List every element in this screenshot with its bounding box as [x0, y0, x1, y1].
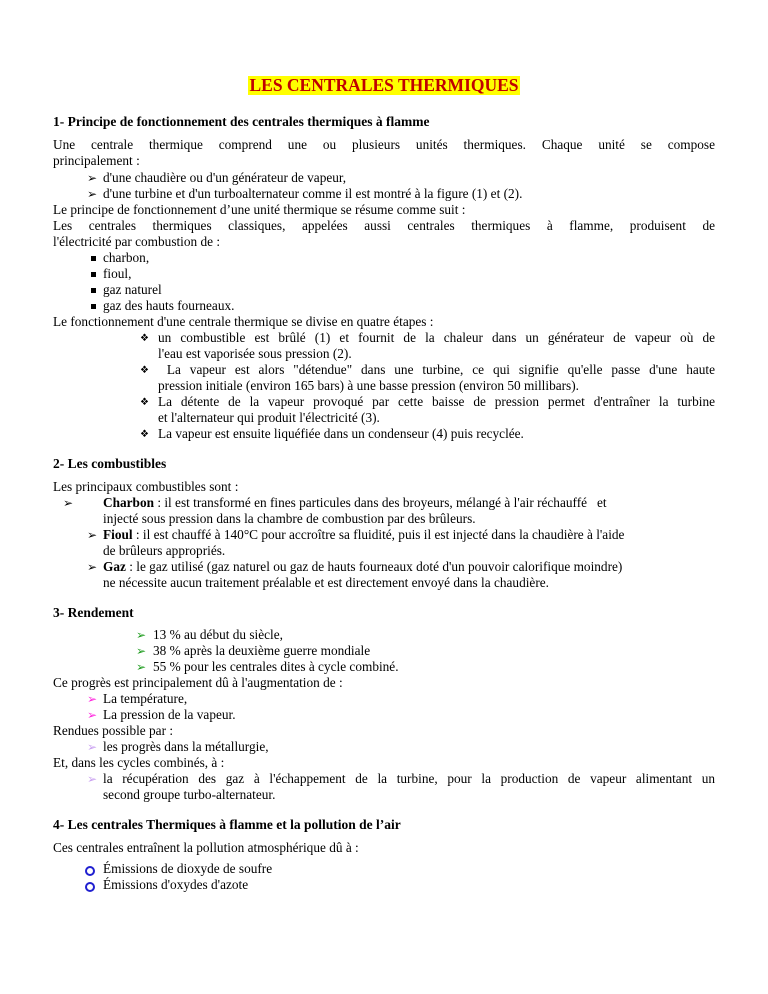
- arrow-bullet-icon: ➢: [87, 528, 98, 542]
- fuel-detail-line2: de brûleurs appropriés.: [103, 543, 226, 558]
- magenta-arrow-bullet-icon: ➢: [87, 708, 98, 722]
- progress-item: La pression de la vapeur.: [103, 707, 236, 722]
- fuel-detail-line1: [103, 495, 607, 512]
- combined-line1: la récupération des gaz à l'échappement de la turbine, pour la production de vapeur alimentant un: [103, 771, 715, 786]
- section1-classic-line2: l'électricité par combustion de :: [53, 234, 221, 249]
- component-item: d'une turbine et d'un turboalternateur comme il est montré à la figure (1) et (2).: [103, 186, 523, 201]
- step-line1: un combustible est brûlé (1) et fournit de la chaleur dans un générateur de vapeur où de: [158, 330, 715, 345]
- section4-intro: Ces centrales entraînent la pollution atmosphérique dû à :: [53, 840, 359, 855]
- section1-classic-line1: Les centrales thermiques classiques, appelées aussi centrales thermiques à flamme, produisent de: [53, 218, 715, 233]
- fuel-item: fioul,: [103, 266, 132, 281]
- section2-intro: Les principaux combustibles sont :: [53, 479, 239, 494]
- fuel-description: : il est chauffé à 140°C pour accroître sa fluidité, puis il est injecté dans la chaudière à l'aide: [132, 527, 625, 542]
- fuel-item: gaz naturel: [103, 282, 162, 297]
- arrow-bullet-icon: ➢: [87, 560, 98, 574]
- section4-heading: 4- Les centrales Thermiques à flamme et la pollution de l’air: [53, 817, 401, 832]
- yield-item: 38 % après la deuxième guerre mondiale: [153, 643, 371, 658]
- square-bullet-icon: [91, 272, 96, 277]
- green-arrow-bullet-icon: ➢: [136, 644, 147, 658]
- section1-heading: 1- Principe de fonctionnement des centrales thermiques à flamme: [53, 114, 430, 129]
- fuel-detail-line2: injecté sous pression dans la chambre de combustion par des brûleurs.: [103, 511, 476, 526]
- lilac-arrow-bullet-icon: ➢: [87, 772, 98, 786]
- section3-enabled-intro: Rendues possible par :: [53, 723, 174, 738]
- section3-heading: 3- Rendement: [53, 605, 134, 620]
- section3-combined-intro: Et, dans les cycles combinés, à :: [53, 755, 225, 770]
- diamond-bullet-icon: ❖: [140, 333, 149, 344]
- step-line1: La vapeur est alors "détendue" dans une turbine, ce qui signifie qu'elle passe d'une haute: [158, 362, 715, 377]
- circle-bullet-icon: [85, 866, 95, 876]
- diamond-bullet-icon: ❖: [140, 365, 149, 376]
- yield-item: 55 % pour les centrales dites à cycle combiné.: [153, 659, 399, 674]
- fuel-item: gaz des hauts fourneaux.: [103, 298, 235, 313]
- fuel-term: Gaz: [103, 559, 126, 574]
- step-line2: pression initiale (environ 165 bars) à une basse pression (environ 50 millibars).: [158, 378, 579, 393]
- combined-line2: second groupe turbo-alternateur.: [103, 787, 276, 802]
- magenta-arrow-bullet-icon: ➢: [87, 692, 98, 706]
- step-line1: La vapeur est ensuite liquéfiée dans un condenseur (4) puis recyclée.: [158, 426, 524, 441]
- diamond-bullet-icon: ❖: [140, 397, 149, 408]
- page-title: LES CENTRALES THERMIQUES: [249, 75, 519, 95]
- pollution-item: Émissions d'oxydes d'azote: [103, 877, 249, 892]
- square-bullet-icon: [91, 288, 96, 293]
- fuel-detail-line1: [103, 559, 622, 576]
- green-arrow-bullet-icon: ➢: [136, 660, 147, 674]
- step-line2: l'eau est vaporisée sous pression (2).: [158, 346, 352, 361]
- step-line1: La détente de la vapeur provoqué par cette baisse de pression permet d'entraîner la turbine: [158, 394, 715, 409]
- diamond-bullet-icon: ❖: [140, 429, 149, 440]
- fuel-term: Fioul: [103, 527, 133, 542]
- arrow-bullet-icon: ➢: [87, 187, 98, 201]
- green-arrow-bullet-icon: ➢: [136, 628, 147, 642]
- fuel-description: : il est transformé en fines particules dans des broyeurs, mélangé à l'air réchauffé et: [154, 495, 607, 510]
- square-bullet-icon: [91, 256, 96, 261]
- fuel-detail-line1: [103, 527, 624, 544]
- section3-progress-intro: Ce progrès est principalement dû à l'augmentation de :: [53, 675, 343, 690]
- section2-heading: 2- Les combustibles: [53, 456, 167, 471]
- fuel-description: : le gaz utilisé (gaz naturel ou gaz de hauts fourneaux doté d'un pouvoir calorifique moindre): [125, 559, 623, 574]
- fuel-detail-line2: ne nécessite aucun traitement préalable et est directement envoyé dans la chaudière.: [103, 575, 549, 590]
- section1-intro-line1: Une centrale thermique comprend une ou plusieurs unités thermiques. Chaque unité se compose: [53, 137, 715, 152]
- lilac-arrow-bullet-icon: ➢: [87, 740, 98, 754]
- section1-summary: Le principe de fonctionnement d’une unité thermique se résume comme suit :: [53, 202, 466, 217]
- component-item: d'une chaudière ou d'un générateur de vapeur,: [103, 170, 347, 185]
- circle-bullet-icon: [85, 882, 95, 892]
- step-line2: et l'alternateur qui produit l'électricité (3).: [158, 410, 380, 425]
- fuel-item: charbon,: [103, 250, 150, 265]
- fuel-term: Charbon: [103, 495, 154, 510]
- arrow-bullet-icon: ➢: [87, 171, 98, 185]
- title-wrap: [53, 76, 715, 95]
- progress-item: La température,: [103, 691, 188, 706]
- square-bullet-icon: [91, 304, 96, 309]
- section1-intro-line2: principalement :: [53, 153, 140, 168]
- enabled-item: les progrès dans la métallurgie,: [103, 739, 269, 754]
- yield-item: 13 % au début du siècle,: [153, 627, 283, 642]
- section1-steps-intro: Le fonctionnement d'une centrale thermique se divise en quatre étapes :: [53, 314, 434, 329]
- pollution-item: Émissions de dioxyde de soufre: [103, 861, 273, 876]
- arrow-bullet-icon: ➢: [63, 496, 74, 510]
